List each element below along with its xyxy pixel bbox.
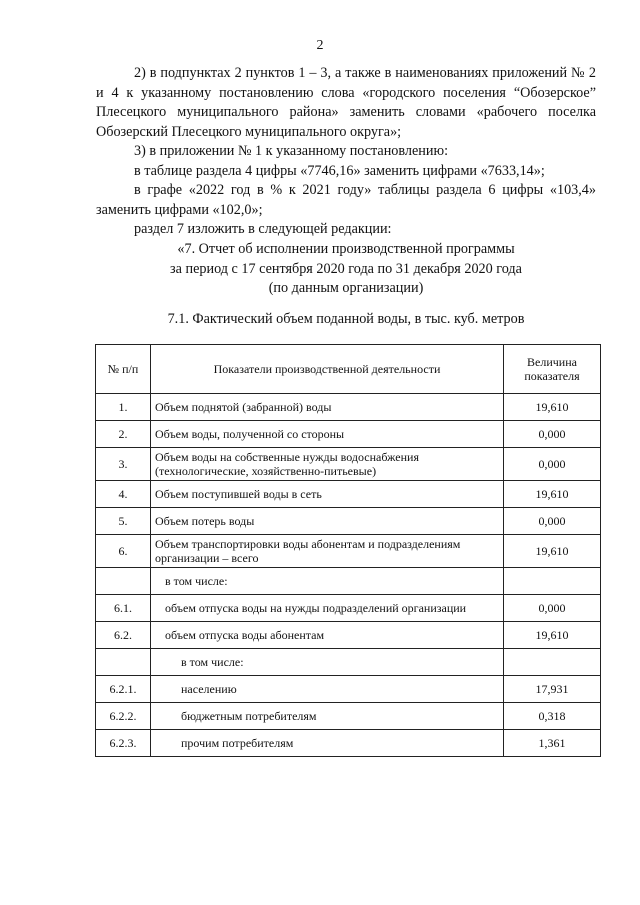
row-name: в том числе: [151,649,504,676]
paragraph-item-3: 3) в приложении № 1 к указанному постановлению: [134,143,449,159]
row-num: 6.2.2. [96,703,151,730]
table-row [96,676,601,703]
row-name: объем отпуска воды на нужды подразделений организации [151,595,504,622]
table-row [96,622,601,649]
row-name: в том числе: [151,568,504,595]
row-name: бюджетным потребителям [151,703,504,730]
row-num: 6. [96,535,151,568]
row-value: 17,931 [504,676,601,703]
row-name: Объем воды, полученной со стороны [151,421,504,448]
row-num: 3. [96,448,151,481]
row-name: населению [151,676,504,703]
paragraph-item-2: 2) в подпунктах 2 пунктов 1 – 3, а также в наименованиях приложений № 2 и 4 к указанному постановлению слова «городского поселения “Обозерское” Плесецкого муниципального района» заменить словами «рабочего поселка Обозерский Плесецкого муниципального округа»; [96,65,596,140]
table-row [96,421,601,448]
row-num: 6.2.3. [96,730,151,757]
table-row [96,595,601,622]
paragraph-section-7: раздел 7 изложить в следующей редакции: [134,221,392,237]
row-num: 6.1. [96,595,151,622]
header-num: № п/п [96,345,151,394]
row-value: 0,000 [504,595,601,622]
water-volume-table [95,344,601,757]
row-name: Объем потерь воды [151,508,504,535]
header-value: Величина показателя [504,345,601,394]
row-value: 0,000 [504,421,601,448]
subsection-title: 7.1. Фактический объем поданной воды, в тыс. куб. метров [167,311,525,327]
table-row [96,481,601,508]
row-value: 1,361 [504,730,601,757]
row-name: Объем воды на собственные нужды водоснабжения (технологические, хозяйственно-питьевые) [151,448,504,481]
table-row [96,508,601,535]
row-value: 19,610 [504,622,601,649]
row-name: Объем поднятой (забранной) воды [151,394,504,421]
row-value: 0,318 [504,703,601,730]
table-row [96,448,601,481]
section-title [96,240,596,299]
row-value [504,568,601,595]
table-row [96,703,601,730]
row-num [96,568,151,595]
table-row [96,730,601,757]
table-row [96,649,601,676]
page-number: 2 [316,38,324,53]
row-value: 0,000 [504,448,601,481]
table-row [96,535,601,568]
table-row [96,568,601,595]
row-num: 4. [96,481,151,508]
row-num: 6.2. [96,622,151,649]
header-name: Показатели производственной деятельности [151,345,504,394]
table-header-row [96,345,601,394]
row-num: 1. [96,394,151,421]
row-num [96,649,151,676]
row-num: 5. [96,508,151,535]
row-value: 0,000 [504,508,601,535]
amendment-text [96,64,596,240]
table-row [96,394,601,421]
row-name: прочим потребителям [151,730,504,757]
section-title-line-1: «7. Отчет об исполнении производственной программы [177,241,515,257]
paragraph-table-4: в таблице раздела 4 цифры «7746,16» заменить цифрами «7633,14»; [134,162,545,179]
row-num: 2. [96,421,151,448]
row-num: 6.2.1. [96,676,151,703]
row-value: 19,610 [504,394,601,421]
row-name: Объем транспортировки воды абонентам и подразделениям организации – всего [151,535,504,568]
row-value [504,649,601,676]
row-name: Объем поступившей воды в сеть [151,481,504,508]
row-value: 19,610 [504,481,601,508]
row-name: объем отпуска воды абонентам [151,622,504,649]
section-title-line-2: за период с 17 сентября 2020 года по 31 декабря 2020 года [170,260,522,277]
section-title-line-3: (по данным организации) [268,280,424,296]
row-value: 19,610 [504,535,601,568]
paragraph-table-6: в графе «2022 год в % к 2021 году» таблицы раздела 6 цифры «103,4» заменить цифрами «102,0»; [96,182,596,218]
